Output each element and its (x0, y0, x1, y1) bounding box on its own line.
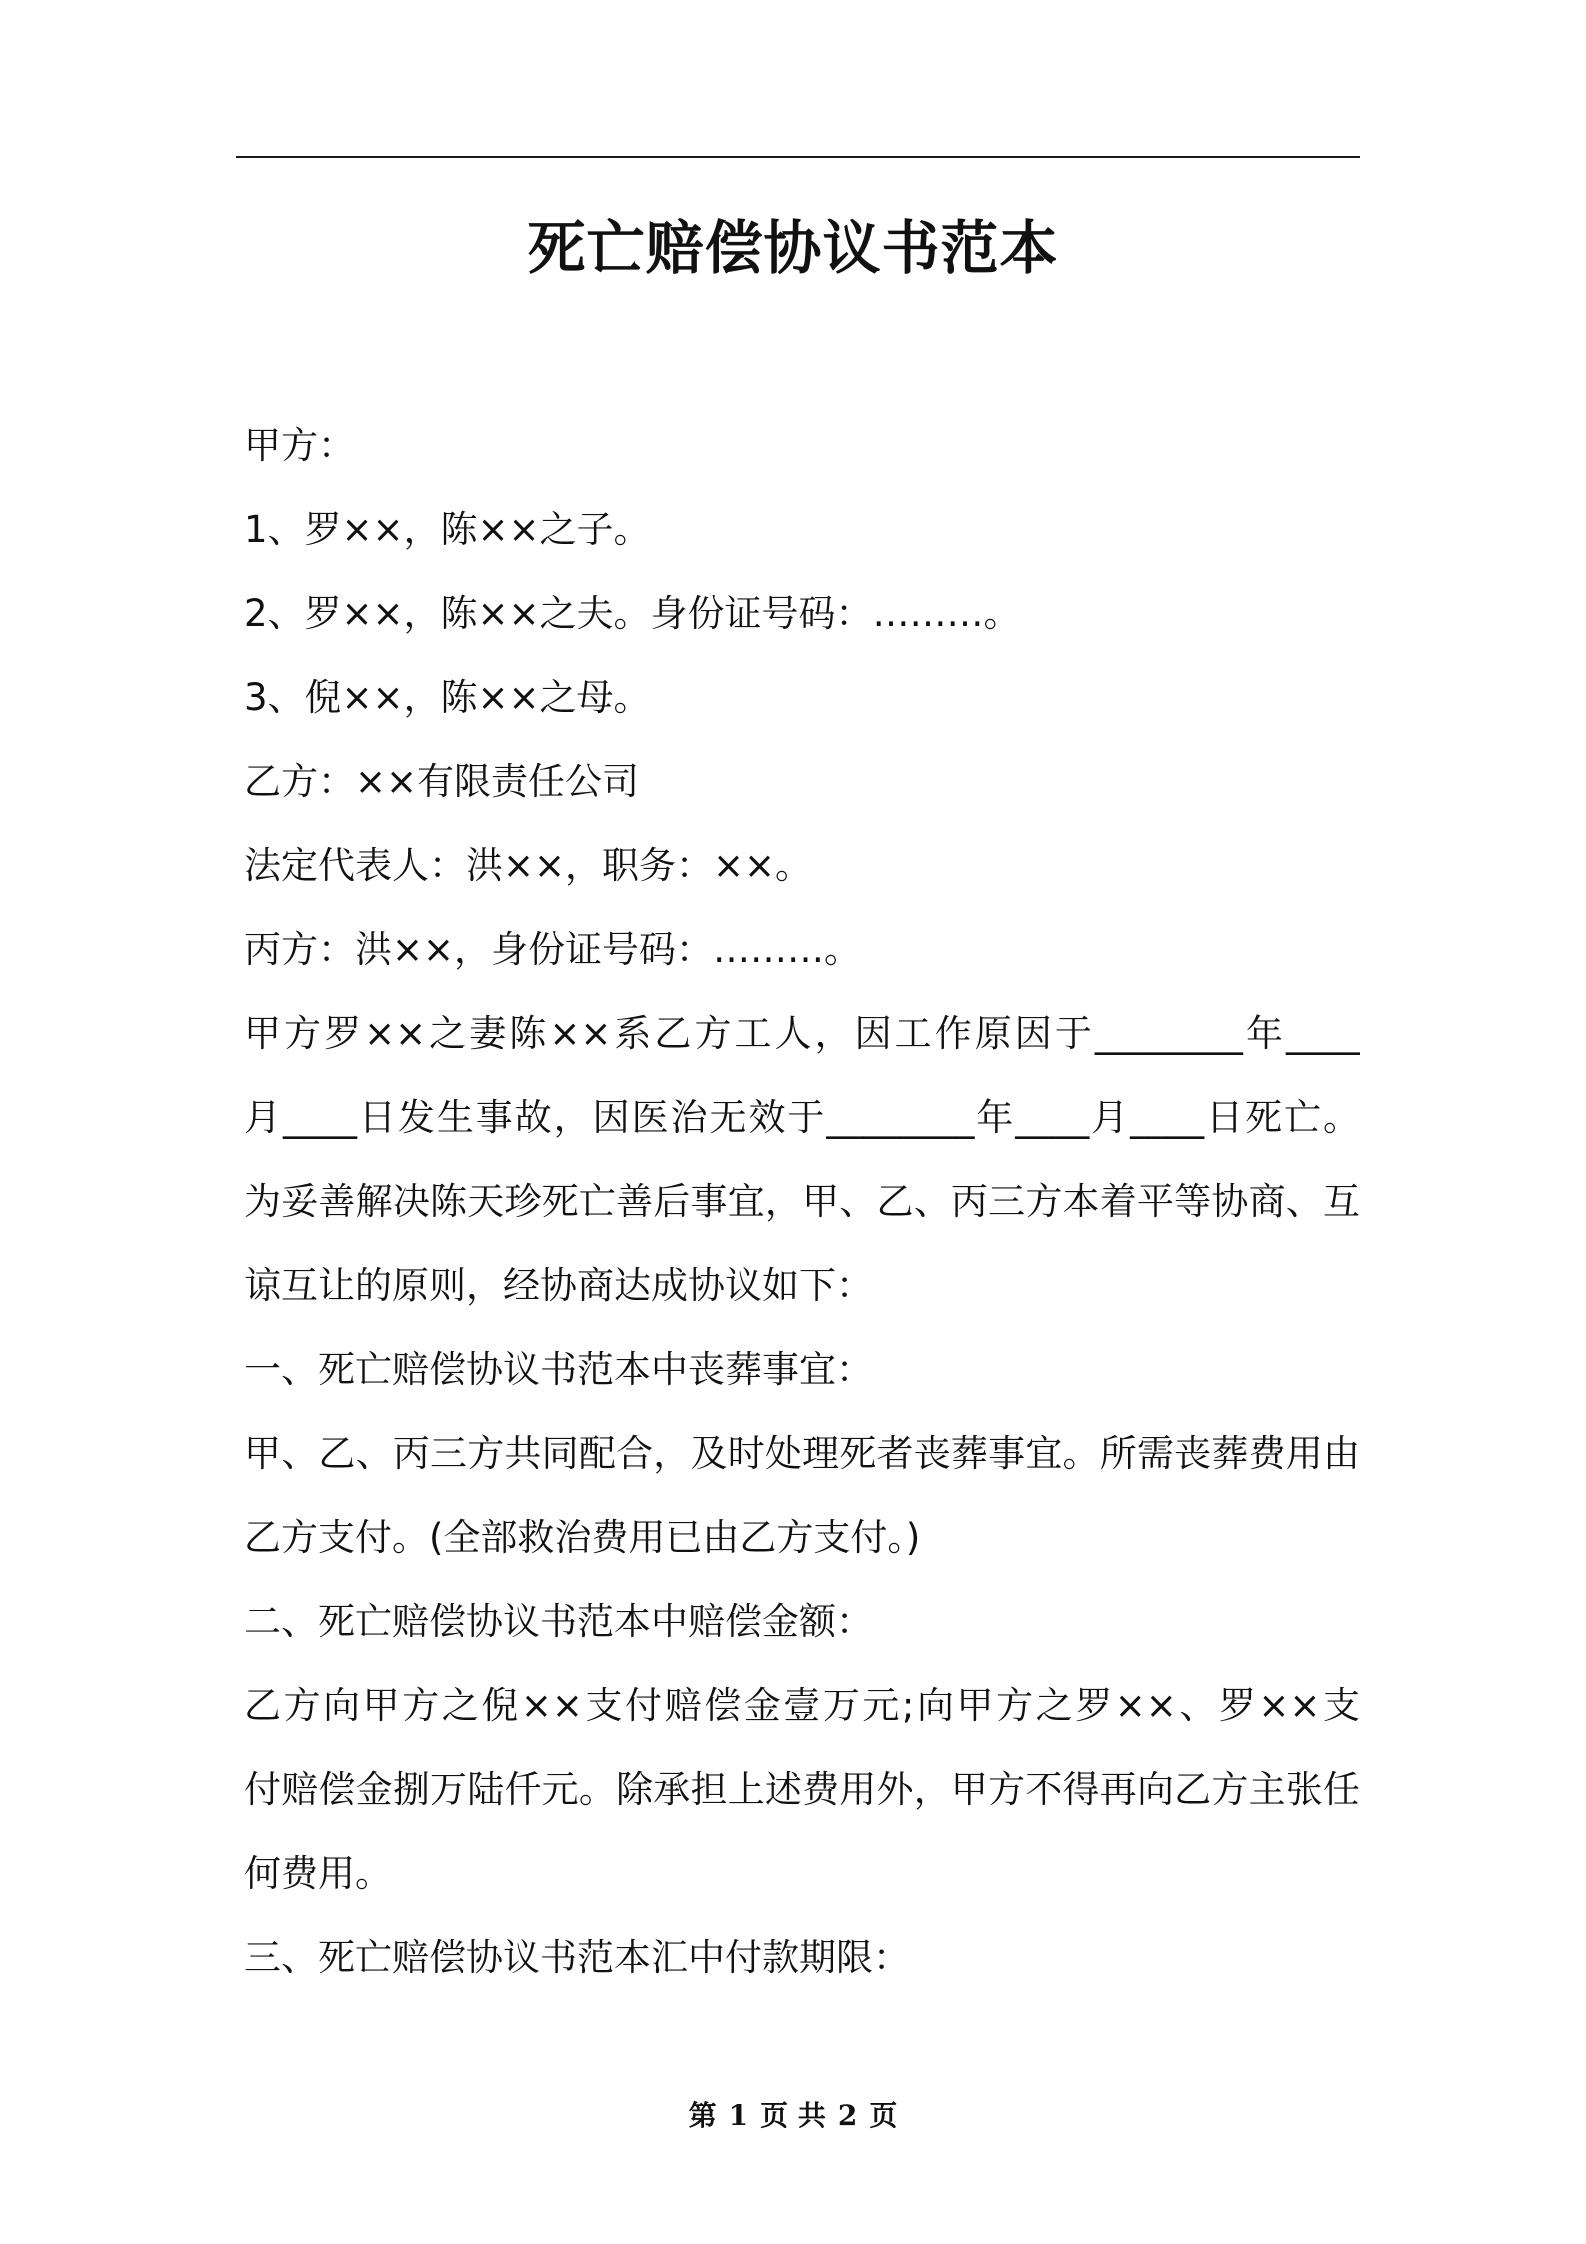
party-c: 丙方：洪××，身份证号码：………。 (244, 928, 862, 971)
paragraph-line: 甲、乙、丙三方共同配合，及时处理死者丧葬事宜。所需丧葬费用由 (244, 1432, 1360, 1475)
paragraph-line: 乙方支付。(全部救治费用已由乙方支付。) (244, 1516, 921, 1559)
header-rule (236, 156, 1360, 158)
party-a-member-1: 1、罗××，陈××之子。 (244, 508, 651, 551)
party-a-member-2: 2、罗××，陈××之夫。身份证号码：………。 (244, 592, 1021, 635)
paragraph-line: 为妥善解决陈天珍死亡善后事宜，甲、乙、丙三方本着平等协商、互 (244, 1180, 1360, 1223)
section-heading-2: 二、死亡赔偿协议书范本中赔偿金额： (244, 1600, 873, 1643)
legal-representative: 法定代表人：洪××，职务：××。 (244, 844, 813, 887)
page-label-prefix: 第 (688, 2099, 717, 2132)
current-page-number: 1 (728, 2099, 749, 2132)
paragraph-line: 甲方罗××之妻陈××系乙方工人，因工作原因于________年____ (244, 1012, 1360, 1055)
document-title: 死亡赔偿协议书范本 (527, 214, 1059, 282)
section-heading-1: 一、死亡赔偿协议书范本中丧葬事宜： (244, 1348, 873, 1391)
section-heading-3: 三、死亡赔偿协议书范本汇中付款期限： (244, 1936, 910, 1979)
document-body (244, 404, 1360, 2000)
page-label-mid: 页 共 (760, 2099, 826, 2132)
page-footer (0, 2096, 1586, 2136)
paragraph-line: 乙方向甲方之倪××支付赔偿金壹万元;向甲方之罗××、罗××支 (244, 1684, 1360, 1727)
paragraph-line: 何费用。 (244, 1852, 392, 1895)
paragraph-line: 月____日发生事故，因医治无效于________年____月____日死亡。 (244, 1096, 1360, 1139)
party-a-heading: 甲方： (244, 424, 355, 467)
paragraph-line: 谅互让的原则，经协商达成协议如下： (244, 1264, 873, 1307)
page-label-suffix: 页 (869, 2099, 898, 2132)
party-b: 乙方：××有限责任公司 (244, 760, 640, 803)
total-pages-number: 2 (837, 2099, 858, 2132)
paragraph-line: 付赔偿金捌万陆仟元。除承担上述费用外，甲方不得再向乙方主张任 (244, 1768, 1360, 1811)
party-a-member-3: 3、倪××，陈××之母。 (244, 676, 651, 719)
